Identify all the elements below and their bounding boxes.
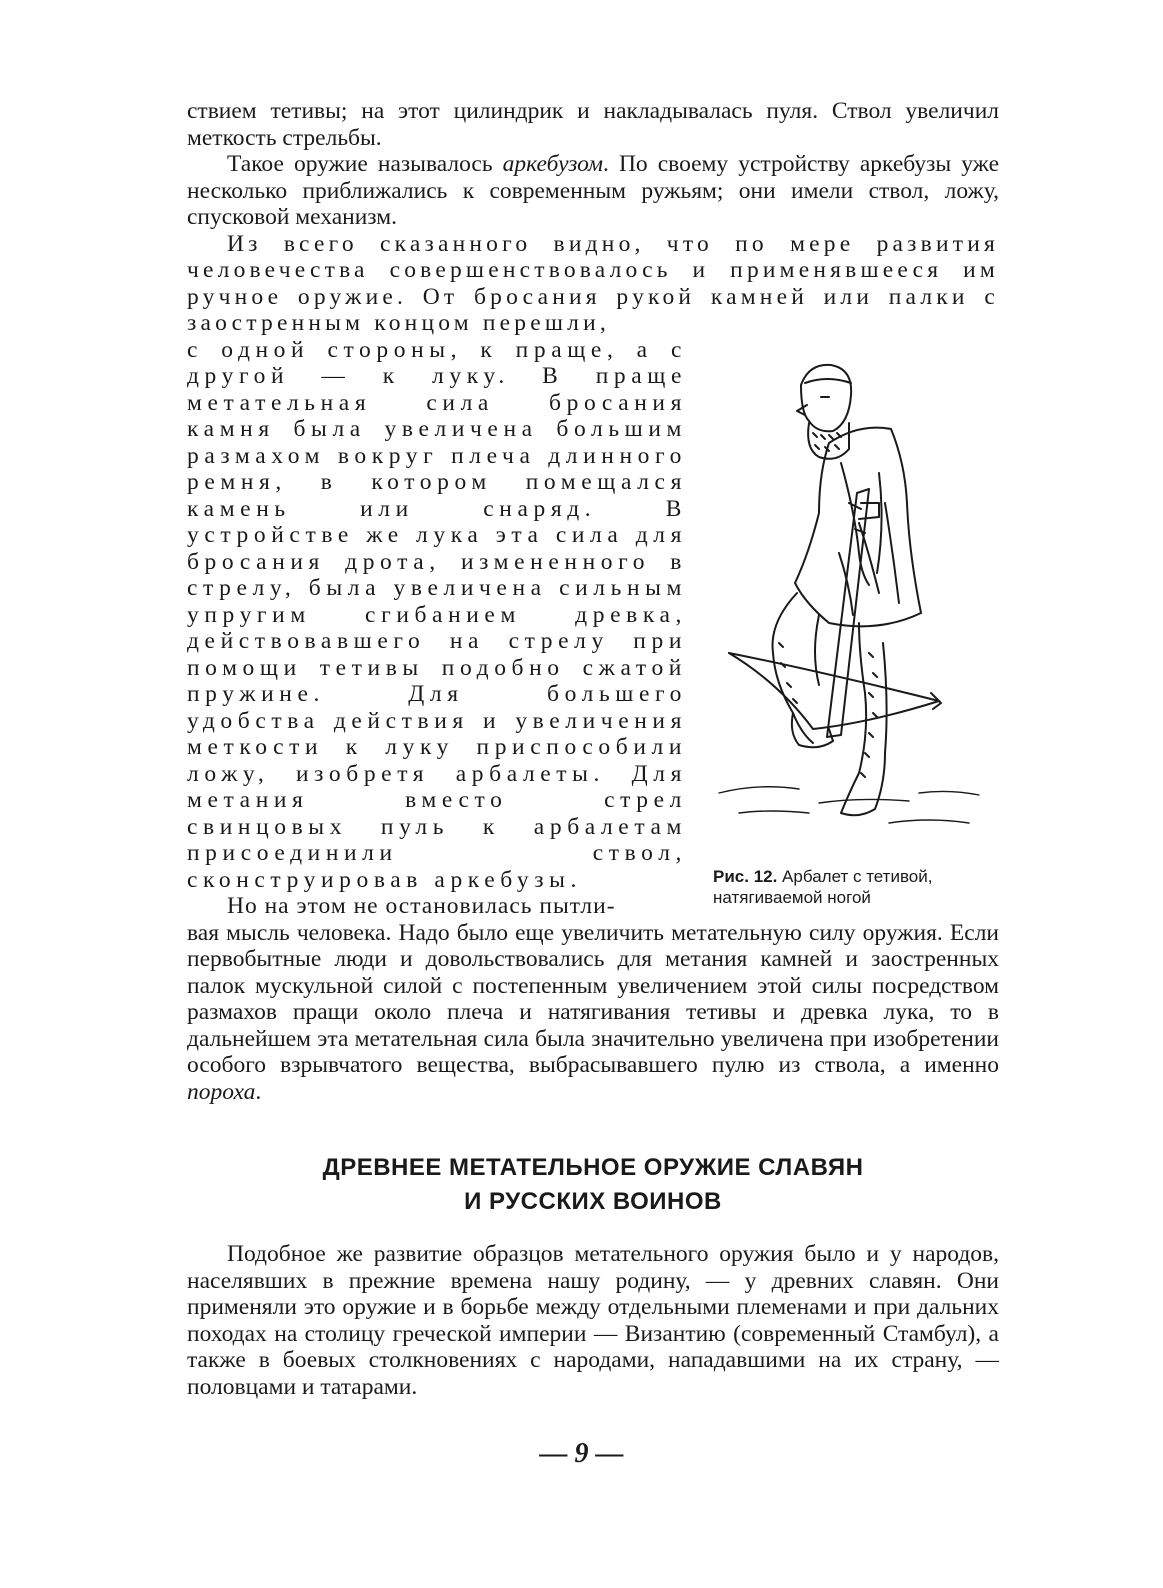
paragraph-4-end: . — [255, 1078, 262, 1105]
paragraph-2-text-a: Такое оружие называлось — [227, 151, 503, 177]
text-with-figure — [187, 337, 999, 920]
paragraph-3-column: с одной стороны, к праще, а с другой — к луку. В праще метательная сила бросания камня была увеличена большим размахом вокруг плеча длинного ремня, в котором помещался камень или снаряд. В устройстве же лука эта сила для бросания дрота, измененного в стрелу, была увеличена сильным упругим сгибанием древка, действовавшего на стрелу при помощи тетивы подобно сжатой пружине. Для большего удобства действия и увеличения меткости к луку приспособили ложу, изобретя арбалеты. Для метания вместо стрел свинцовых пуль к арбалетам присоединили ствол, сконструировав аркебузы. — [187, 336, 687, 893]
paragraph-5: Подобное же развитие образцов метательного оружия было и у народов, населявших в прежние времена нашу родину, — у древних славян. Они применяли это оружие и в борьбе между отдельными племенами и при дальних походах на столицу греческой империи — Византию (современный Стамбул), а также в боевых столкновениях с народами, нападавшими на их страну, — половцами и татарами. — [187, 1241, 999, 1400]
figure-caption-text: Арбалет с тетивой, натягиваемой ногой — [713, 866, 933, 907]
paragraph-4-start: Но на этом не остановилась пытли- — [227, 893, 616, 919]
figure-caption — [709, 866, 999, 908]
paragraph-4-rest — [187, 920, 999, 1106]
paragraph-3-top: Из всего сказанного видно, что по мере развития человечества совершенствовалось и применявшееся им ручное оружие. От бросания рукой камней или палки с заостренным концом перешли, — [187, 230, 999, 336]
paragraph-1: ствием тетивы; на этот цилиндрик и накладывалась пуля. Ствол увеличил меткость стрельбы. — [187, 98, 999, 151]
term-arquebus: аркебузом — [502, 151, 604, 177]
crossbowman-drawing — [709, 353, 999, 853]
paragraph-2 — [187, 151, 999, 231]
heading-line-2: И РУССКИХ ВОИНОВ — [464, 1188, 722, 1215]
page-content — [187, 98, 999, 1400]
page-number: — 9 — — [539, 1438, 624, 1469]
figure-12 — [709, 337, 999, 920]
section-heading — [187, 1151, 999, 1219]
figure-label: Рис. 12. — [713, 866, 778, 886]
paragraph-2-text-b: . По своему устройству аркебузы уже несколько приближались к современным ружьям; они имели ствол, ложу, спусковой механизм. — [187, 151, 999, 230]
paragraph-4-text: вая мысль человека. Надо было еще увеличить метательную силу оружия. Если первобытные люди и довольствовались для метания камней и заостренных палок мускульной силой с постепенным увеличением этой силы посредством размахов пращи около плеча и натягивания тетивы и древка лука, то в дальнейшем эта метательная сила была значительно увеличена при изобретении особого взрывчатого вещества, выбрасывавшего пулю из ствола, а именно — [187, 919, 999, 1078]
narrow-column — [187, 337, 687, 920]
term-gunpowder: пороха — [187, 1078, 256, 1105]
heading-line-1: ДРЕВНЕЕ МЕТАТЕЛЬНОЕ ОРУЖИЕ СЛАВЯН — [322, 1154, 864, 1181]
